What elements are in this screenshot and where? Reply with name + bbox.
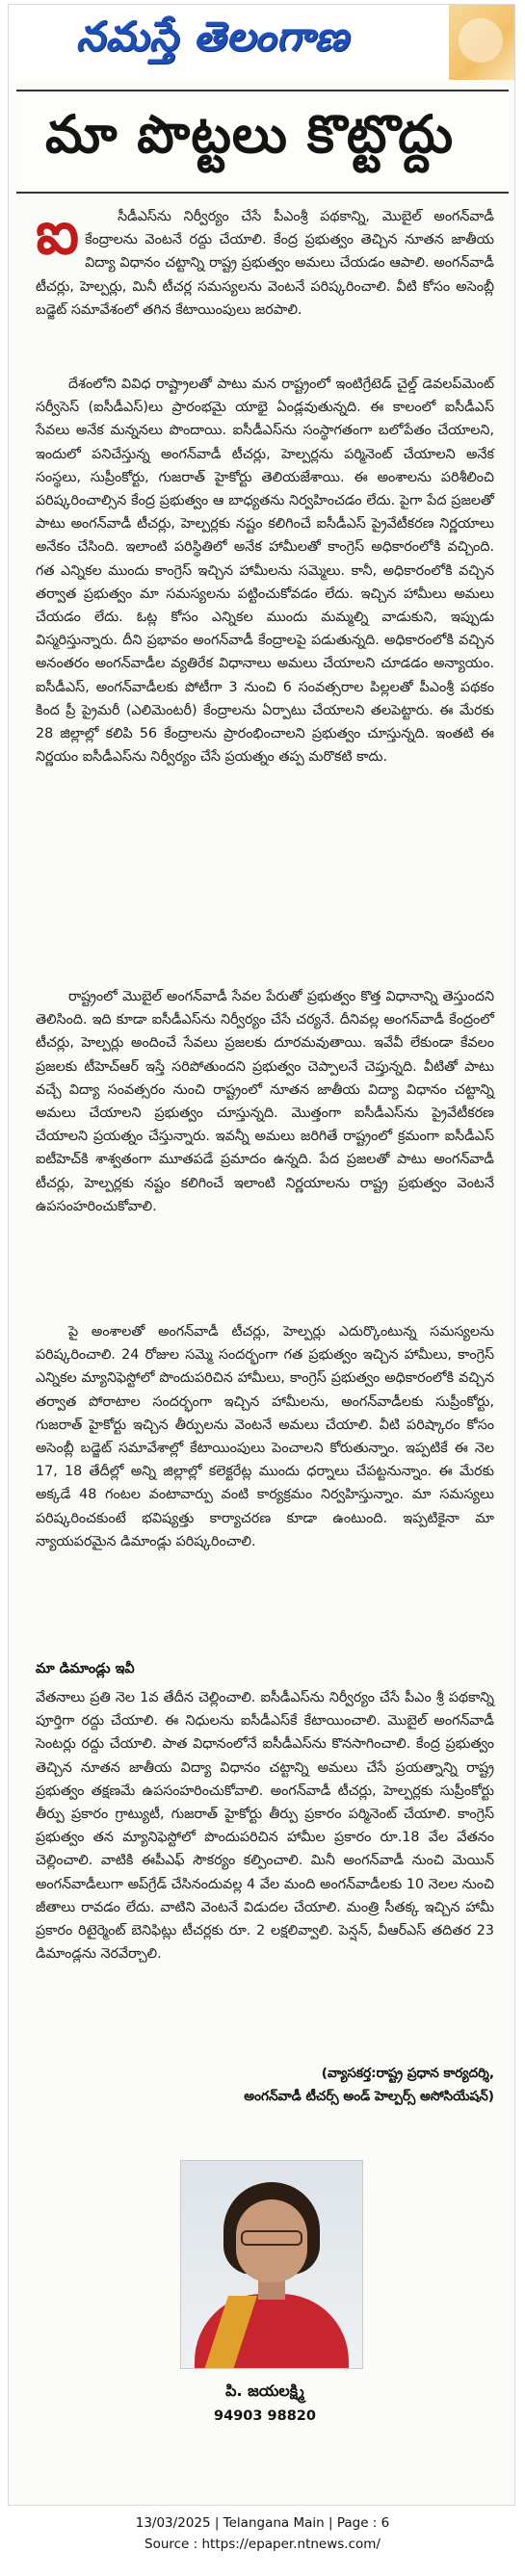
designation-line-2: అంగన్‌వాడీ టీచర్స్ అండ్ హెల్పర్స్ అసోసియేషన్) <box>244 2089 494 2104</box>
footer-date-page: 13/03/2025 | Telangana Main | Page : 6 <box>135 2515 390 2531</box>
masthead <box>9 5 515 80</box>
article-paragraph-4: పై అంశాలతో అంగన్‌వాడీ టీచర్లు, హెల్పర్లు ఎదుర్కొంటున్న సమస్యలను పరిష్కరించాలి. 24 రోజుల సమ్మె సందర్భంగా గత ప్రభుత్వం ఇచ్చిన హామీలు, కాంగ్రెస్ ఎన్నికల మ్యానిఫెస్టోలో పొందుపరిచిన హామీలు, కాంగ్రెస్ ప్రభుత్వం అధికారంలోకి వచ్చిన తర్వాత పోరాటాల సందర్భంగా ఇచ్చిన హామీలను, అంగన్‌వాడీలకు సుప్రీంకోర్టు, గుజరాత్ హైకోర్టు ఇచ్చిన తీర్పులను వెంటనే అమలు చేయాలి. వీటి పరిష్కారం కోసం అసెంబ్లీ బడ్జెట్ సమావేశాల్లో కేటాయింపులు పెంచాలని కోరుతున్నాం. ఇప్పటికే ఈ నెల 17, 18 తేదీల్లో అన్ని జిల్లాల్లో కలెక్టరేట్ల ముందు ధర్నాలు చేపట్టనున్నాం. ఈ మేరకు అక్కడే 48 గంటల వంటావార్పు వంటి కార్యక్రమం నిర్వహిస్తున్నాం. మా సమస్యలు పరిష్కరించకుంటే భవిష్యత్తు కార్యాచరణ కూడా ఉంటుంది. ఇప్పటికైనా మా న్యాయపరమైన డిమాండ్లు పరిష్కరించాలి. <box>36 1324 494 1549</box>
headline-box <box>16 90 509 194</box>
article-paragraph-2: దేశంలోని వివిధ రాష్ట్రాలతో పాటు మన రాష్ట్రంలో ఇంటిగ్రేటెడ్ చైల్డ్ డెవలప్‌మెంట్ సర్వీసెస్ (ఐసీడీఎస్)లు ప్రారంభమై యాభై ఏండ్లవుతున్నది. ఈ కాలంలో ఐసీడీఎస్ సేవలు అనేక మన్ననలు పొందాయి. ఐసీడీఎస్‌ను సంస్థాగతంగా బలోపేతం చేయాలని, ఇందులో పనిచేస్తున్న అంగన్‌వాడీ టీచర్లు, హెల్పర్లను పర్మినెంట్ చేయాలని అనేక సంస్థలు, సుప్రీంకోర్టు, గుజరాత్ హైకోర్టు తెలియజేశాయి. ఈ అంశాలను పరిశీలించి పరిష్కరించాల్సిన కేంద్ర ప్రభుత్వం ఆ బాధ్యతను నిర్వహించడం లేదు. పైగా పేద ప్రజలతో పాటు అంగన్‌వాడీ టీచర్లు, హెల్పర్లకు నష్టం కలిగించే ఐసీడీఎస్ ప్రైవేటీకరణ నిర్ణయాలు అనేకం చేసింది. ఇలాంటి పరిస్థితిలో అనేక హామీలతో కాంగ్రెస్ అధికారంలోకి వచ్చింది. గత ఎన్నికల ముందు కాంగ్రెస్ ఇచ్చిన హామీలను సమ్మెలు. కానీ, అధికారంలోకి వచ్చిన తర్వాత ప్రభుత్వం మా సమస్యలను పట్టించుకోవడం లేదు. ఇచ్చిన హామీలు అమలు చేయడం లేదు. ఓట్ల కోసం ఎన్నికల ముందు మమ్మల్ని వాడుకుని, ఇప్పుడు విస్మరిస్తున్నారు. దీని ప్రభావం అంగన్‌వాడీ కేంద్రాలపై పడుతున్నది. అధికారంలోకి వచ్చిన అనంతరం అంగన్‌వాడీల వ్యతిరేక విధానాలు అమలు చేయాలని చూడడం అన్యాయం. ఐసీడీఎస్, అంగన్‌వాడీలకు పోటీగా 3 నుంచి 6 సంవత్సరాల పిల్లలతో పీఎంశ్రీ పథకం కింద ప్రీ ప్రైమరీ (ఎలిమెంటరీ) కేంద్రాలను ఏర్పాటు చేయాలని తలపెట్టారు. ఈ మేరకు 28 జిల్లాల్లో కలిపి 56 కేంద్రాలను ప్రారంభించాలని ప్రభుత్వం చూస్తున్నది. ఇంతటి ఈ నిర్ణయం ఐసీడీఎస్‌ను నిర్వీర్యం చేసే ప్రయత్నం తప్ప మరొకటి కాదు. <box>36 377 494 766</box>
author-photo <box>180 2160 363 2369</box>
designation-line-1: (వ్యాసకర్త:రాష్ట్ర ప్రధాన కార్యదర్శి, <box>321 2066 494 2081</box>
article-headline: మా పొట్టలు కొట్టొద్దు <box>45 103 455 165</box>
article-paragraph-3: రాష్ట్రంలో మొబైల్ అంగన్‌వాడీ సేవల పేరుతో ప్రభుత్వం కొత్త విధానాన్ని తెస్తుందని తెలిసింది. ఇది కూడా ఐసీడీఎస్‌ను నిర్వీర్యం చేసే చర్యనే. దీనివల్ల అంగన్‌వాడీ కేంద్రంలో టీచర్లు, హెల్పర్లు అందించే సేవలు ప్రజలకు దూరమవుతాయి. ఇవేవీ లేకుండా కేవలం ప్రజలకు టీహెచ్ఆర్ ఇస్తే సరిపోతుందని ప్రభుత్వం చెప్పాలనే చెప్తున్నది. వీటితో పాటు వచ్చే విద్యా సంవత్సరం నుంచి రాష్ట్రంలో నూతన జాతీయ విద్యా విధానం చట్టాన్ని అమలు చేయాలని ప్రభుత్వం చూస్తున్నది. మొత్తంగా ఐసీడీఎస్‌ను ప్రైవేటీకరణ చేయాలని ప్రయత్నం చేస్తున్నారు. ఇవన్నీ అమలు జరిగితే రాష్ట్రంలో క్రమంగా ఐసీడీఎస్ ఐటీహెచ్‌కి శాశ్వతంగా మూతపడే ప్రమాదం ఉన్నది. పేద ప్రజలతో పాటు అంగన్‌వాడీ టీచర్లు, హెల్పర్లకు నష్టం కలిగించే ఇలాంటి నిర్ణయాలను రాష్ట్ర ప్రభుత్వం వెంటనే ఉపసంహరించుకోవాలి. <box>36 989 494 1214</box>
newspaper-title: నమస్తే తెలంగాణ <box>76 13 350 60</box>
demands-heading: మా డిమాండ్లు ఇవీ <box>36 1661 135 1677</box>
paragraph-text: సీడీఎస్‌ను నిర్వీర్యం చేసే పీఎంశ్రీ పథకాన్ని, మొబైల్ అంగన్‌వాడీ కేంద్రాలను వెంటనే రద్దు చేయాలి. కేంద్ర ప్రభుత్వం తెచ్చిన నూతన జాతీయ విద్యా విధానం చట్టాన్ని రాష్ట్ర ప్రభుత్వం అమలు చేయడం ఆపాలి. అంగన్‌వాడీ టీచర్లు, హెల్పర్లు, మినీ టీచర్ల సమస్యలను వెంటనే పరిష్కరించాలి. వీటి కోసం అసెంబ్లీ బడ్జెట్ సమావేశంలో తగిన కేటాయింపులు జరపాలి. <box>36 209 494 318</box>
author-phone: 94903 98820 <box>214 2408 316 2424</box>
footer-source: Source : https://epaper.ntnews.com/ <box>144 2537 381 2552</box>
drop-cap: ఐ <box>36 197 80 268</box>
author-designation <box>36 2062 494 2108</box>
masthead-logo-icon <box>449 5 515 80</box>
newspaper-clipping <box>8 4 515 2506</box>
article-paragraph-1 <box>36 197 494 322</box>
author-name: పి. జయలక్ష్మి <box>225 2381 304 2400</box>
demands-paragraph: వేతనాలు ప్రతి నెల 1వ తేదీన చెల్లించాలి. ఐసీడీఎస్‌ను నిర్వీర్యం చేసే పీఎం శ్రీ పథకాన్ని పూర్తిగా రద్దు చేయాలి. ఈ నిధులను ఐసీడీఎస్‌కే కేటాయించాలి. మొబైల్ అంగన్‌వాడీ సెంటర్లు రద్దు చేయాలి. పాత విధానంలోనే ఐసీడీఎస్‌ను కొనసాగించాలి. కేంద్ర ప్రభుత్వం తెచ్చిన నూతన జాతీయ విద్యా విధానం చట్టాన్ని అమలు చేసే ప్రయత్నాన్ని రాష్ట్ర ప్రభుత్వం తక్షణమే ఉపసంహరించుకోవాలి. అంగన్‌వాడీ టీచర్లు, హెల్పర్లకు సుప్రీంకోర్టు తీర్పు ప్రకారం గ్రాట్యుటీ, గుజరాత్ హైకోర్టు తీర్పు ప్రకారం పర్మినెంట్ చేయాలి. కాంగ్రెస్ ప్రభుత్వం తన మ్యానిఫెస్టోలో పొందుపరిచిన హామీల ప్రకారం రూ.18 వేల వేతనం చెల్లించాలి. వాటికి ఈపీఎఫ్ సౌకర్యం కల్పించాలి. మినీ అంగన్‌వాడీ నుంచి మెయిన్ అంగన్‌వాడీలుగా అప్‌గ్రేడ్ చేసినందువల్ల 4 వేల మంది అంగన్‌వాడీలకు 10 నెలల నుంచి జీతాలు రావడం లేదు. వాటిని వెంటనే విడుదల చేయాలి. మంత్రి సీతక్క ఇచ్చిన హామీ ప్రకారం రిటైర్మెంట్ బెనిఫిట్లు టీచర్లకు రూ. 2 లక్షలివ్వాలి. పెన్షన్, వీఆర్ఎస్ తదితర 23 డిమాండ్లను నెరవేర్చాలి. <box>36 1690 494 1963</box>
